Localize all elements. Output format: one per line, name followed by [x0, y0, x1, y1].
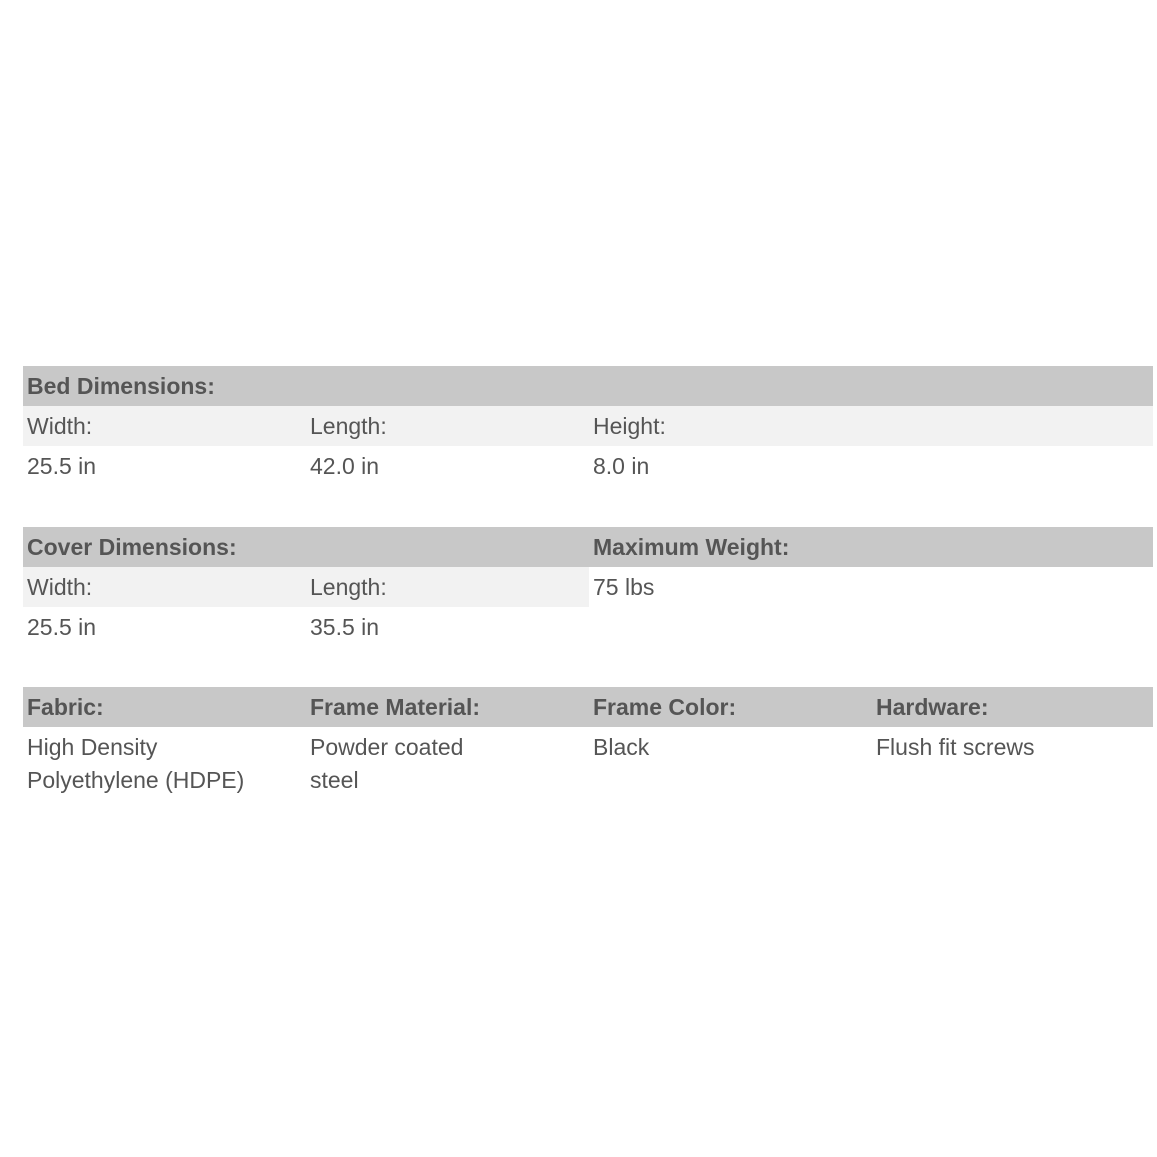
- fabric-value-line-2: Polyethylene (HDPE): [27, 767, 245, 793]
- hardware-value: Flush fit screws: [876, 734, 1035, 760]
- bed-dimensions-header: Bed Dimensions:: [23, 366, 1153, 406]
- frame-material-value-line-1: Powder coated: [310, 734, 464, 760]
- frame-material-header: Frame Material:: [306, 687, 589, 727]
- maximum-weight-header: Maximum Weight:: [589, 527, 1153, 567]
- bed-length-value: 42.0 in: [310, 453, 380, 479]
- cover-width-value: 25.5 in: [27, 614, 97, 640]
- bed-height-value: 8.0 in: [593, 453, 650, 479]
- fabric-value: [23, 731, 306, 797]
- cover-dimensions-section: [23, 527, 1153, 647]
- cover-length-label: Length:: [306, 567, 589, 607]
- bed-dimensions-section: [23, 366, 1153, 486]
- fabric-value-line-1: High Density: [27, 734, 158, 760]
- cover-width-label: Width:: [23, 567, 306, 607]
- cover-dimensions-header: Cover Dimensions:: [23, 527, 589, 567]
- frame-material-value: [306, 731, 589, 797]
- cover-length-value: 35.5 in: [310, 614, 380, 640]
- frame-color-header: Frame Color:: [589, 687, 872, 727]
- frame-material-value-line-2: steel: [310, 767, 359, 793]
- frame-color-value: Black: [593, 734, 650, 760]
- bed-width-label: Width:: [23, 406, 306, 446]
- fabric-header: Fabric:: [23, 687, 306, 727]
- materials-section: [23, 687, 1153, 807]
- hardware-header: Hardware:: [872, 687, 1153, 727]
- bed-length-label: Length:: [306, 406, 589, 446]
- bed-width-value: 25.5 in: [27, 453, 97, 479]
- maximum-weight-value: 75 lbs: [593, 574, 655, 600]
- bed-height-label: Height:: [589, 406, 1153, 446]
